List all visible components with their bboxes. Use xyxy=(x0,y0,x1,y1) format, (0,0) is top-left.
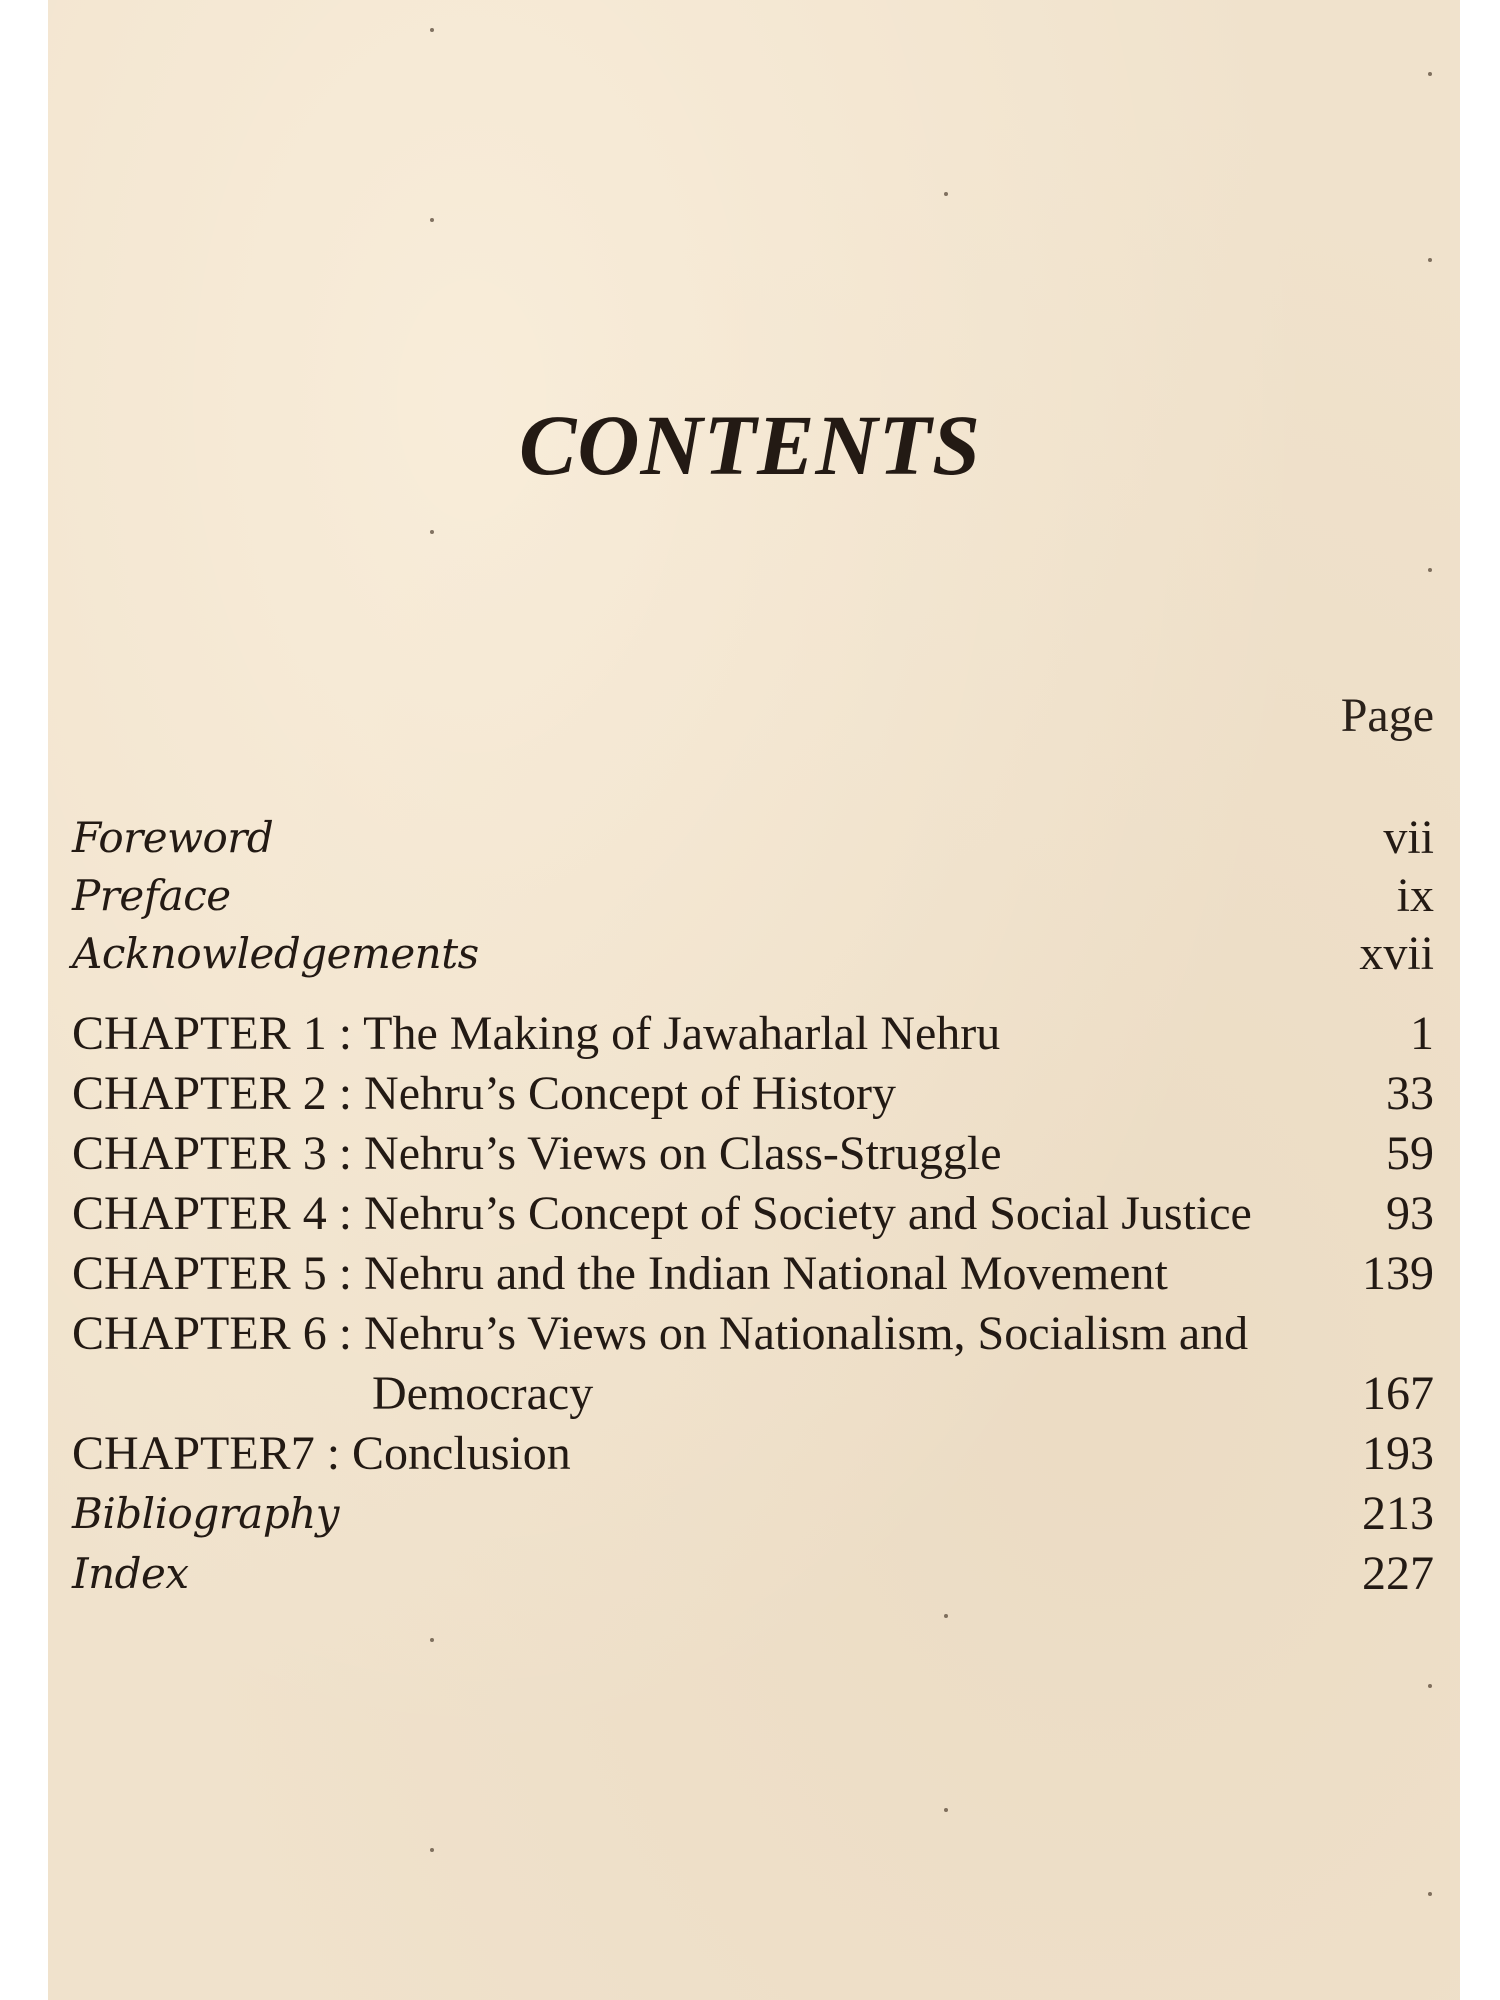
paper-speck xyxy=(944,192,948,196)
toc-entry-label: Preface xyxy=(72,871,231,920)
paper-speck xyxy=(1428,258,1432,262)
toc-entry-label: CHAPTER7 : Conclusion xyxy=(72,1427,571,1480)
toc-entry-page: vii xyxy=(1383,811,1434,864)
toc-entry-page: ix xyxy=(1396,869,1434,922)
toc-entry-chapter-6[interactable] xyxy=(72,1304,1434,1364)
toc-entry-preface[interactable] xyxy=(72,866,1434,926)
toc-entry-page: 227 xyxy=(1362,1547,1434,1600)
toc-entry-page: 167 xyxy=(1362,1367,1434,1420)
toc-entry-chapter-7[interactable] xyxy=(72,1424,1434,1484)
toc-entry-label-continued: Democracy xyxy=(372,1367,594,1420)
paper-speck xyxy=(944,1808,948,1812)
page-column-label: Page xyxy=(1340,689,1434,742)
toc-entry-page: 213 xyxy=(1362,1487,1434,1540)
toc-entry-chapter-4[interactable] xyxy=(72,1184,1434,1244)
toc-entry-label: Bibliography xyxy=(72,1489,339,1538)
toc-entry-chapter-1[interactable] xyxy=(72,1004,1434,1064)
toc-entry-page: 193 xyxy=(1362,1427,1434,1480)
toc-entry-page: 93 xyxy=(1386,1187,1434,1240)
toc-entry-page: 139 xyxy=(1362,1247,1434,1300)
toc-entry-page: xvii xyxy=(1359,927,1434,980)
toc-entry-chapter-2[interactable] xyxy=(72,1064,1434,1124)
paper-speck xyxy=(430,1848,434,1852)
toc-entry-chapter-3[interactable] xyxy=(72,1124,1434,1184)
toc-entry-bibliography[interactable] xyxy=(72,1484,1434,1544)
scan-border xyxy=(1460,0,1500,2000)
toc-entry-foreword[interactable] xyxy=(72,808,1434,868)
toc-entry-chapter-5[interactable] xyxy=(72,1244,1434,1304)
toc-entry-chapter-6-continued[interactable] xyxy=(72,1364,1434,1424)
book-page xyxy=(48,0,1460,2000)
paper-speck xyxy=(944,1614,948,1618)
toc-entry-label: CHAPTER 1 : The Making of Jawaharlal Nehru xyxy=(72,1007,1001,1060)
toc-entry-page: 33 xyxy=(1386,1067,1434,1120)
paper-speck xyxy=(1428,1892,1432,1896)
paper-speck xyxy=(1428,568,1432,572)
toc-entry-label: CHAPTER 2 : Nehru’s Concept of History xyxy=(72,1067,896,1120)
paper-speck xyxy=(430,1638,434,1642)
toc-entry-label: CHAPTER 3 : Nehru’s Views on Class-Struggle xyxy=(72,1127,1002,1180)
paper-speck xyxy=(1428,1684,1432,1688)
toc-entry-acknowledgements[interactable] xyxy=(72,924,1434,984)
paper-speck xyxy=(430,530,434,534)
toc-entry-page: 1 xyxy=(1410,1007,1434,1060)
toc-entry-page: 59 xyxy=(1386,1127,1434,1180)
toc-entry-label: CHAPTER 6 : Nehru’s Views on Nationalism, Socialism and xyxy=(72,1307,1249,1360)
toc-entry-label: Index xyxy=(72,1549,189,1598)
toc-entry-label: CHAPTER 4 : Nehru’s Concept of Society and Social Justice xyxy=(72,1187,1252,1240)
toc-entry-index[interactable] xyxy=(72,1544,1434,1604)
toc-entry-label: Foreword xyxy=(72,813,274,862)
paper-speck xyxy=(430,28,434,32)
toc-entry-label: Acknowledgements xyxy=(72,929,479,978)
contents-heading: CONTENTS xyxy=(519,397,981,493)
toc-entry-label: CHAPTER 5 : Nehru and the Indian National Movement xyxy=(72,1247,1168,1300)
paper-speck xyxy=(1428,72,1432,76)
paper-speck xyxy=(430,218,434,222)
